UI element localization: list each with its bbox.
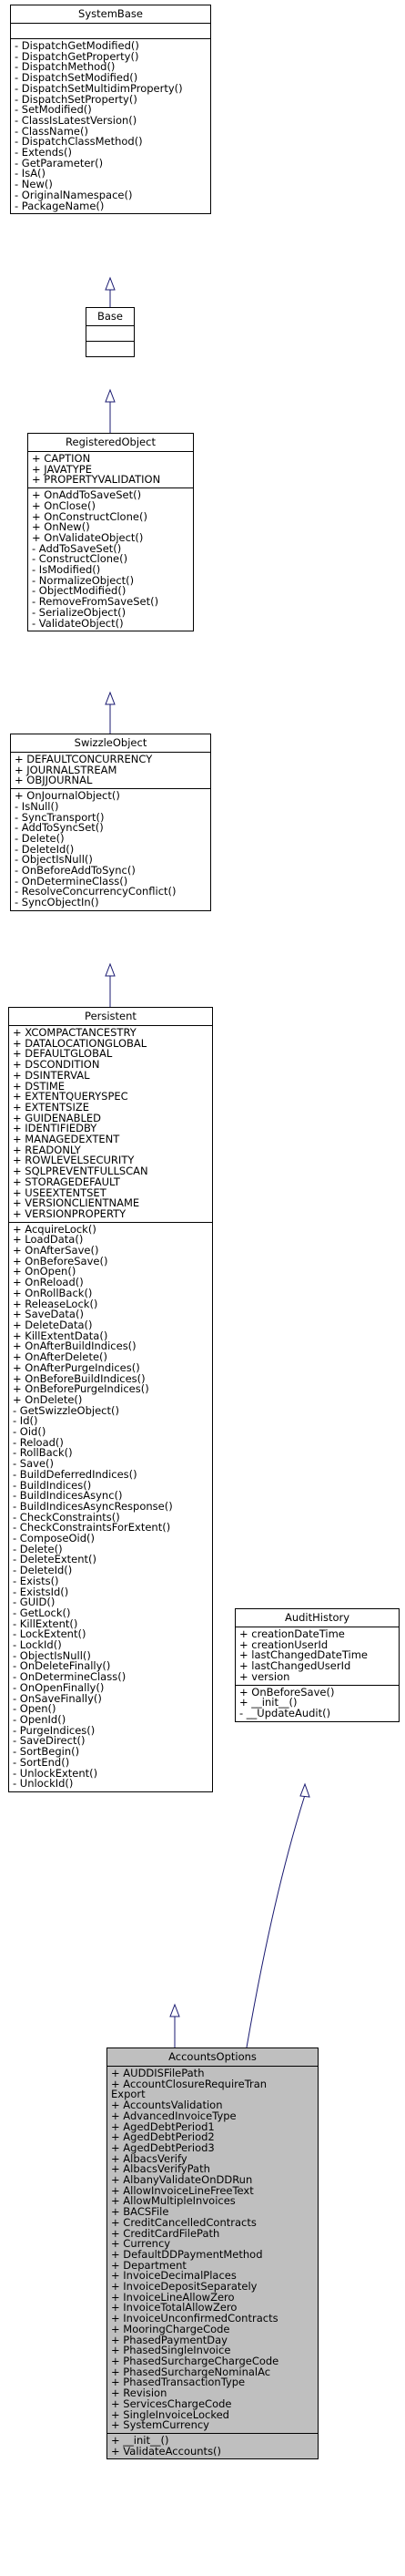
arrowhead-swizzleobject — [106, 964, 115, 976]
class-audithistory[interactable] — [235, 1608, 400, 1722]
attribute-item: + AdvancedInvoiceType — [111, 2109, 237, 2122]
attribute-item: + AgedDebtPeriod3 — [111, 2140, 215, 2154]
attribute-item: + lastChangedUserId — [239, 1659, 351, 1673]
method-item: - CheckConstraintsForExtent() — [13, 1521, 171, 1534]
method-item: + ReleaseLock() — [13, 1297, 98, 1310]
attribute-item: + lastChangedDateTime — [239, 1648, 368, 1662]
method-item: - BuildIndicesAsyncResponse() — [13, 1499, 173, 1513]
attribute-item: Export — [111, 2088, 146, 2101]
attribute-item: + ROWLEVELSECURITY — [13, 1154, 135, 1167]
methods-section — [86, 342, 134, 356]
method-item: - ClassName() — [15, 124, 88, 138]
method-item: + DeleteData() — [13, 1318, 93, 1331]
method-item: - ExistsId() — [13, 1585, 69, 1598]
attribute-item: + JOURNALSTREAM — [15, 763, 117, 776]
method-item: - OnSaveFinally() — [13, 1691, 102, 1705]
attribute-item: + MANAGEDEXTENT — [13, 1133, 120, 1146]
method-item: - BuildDeferredIndices() — [13, 1467, 137, 1481]
method-item: - SerializeObject() — [32, 605, 127, 619]
method-item: - LockExtent() — [13, 1627, 86, 1641]
attribute-item: + OBJJOURNAL — [15, 774, 93, 787]
class-name: RegisteredObject — [28, 434, 193, 452]
method-item: - DispatchGetProperty() — [15, 49, 139, 63]
attribute-item: + IDENTIFIEDBY — [13, 1122, 97, 1135]
attribute-item: + EXTENTQUERYSPEC — [13, 1090, 128, 1103]
attribute-item: + PhasedPaymentDay — [111, 2333, 228, 2346]
method-item: - UnlockExtent() — [13, 1766, 98, 1780]
method-item: - DeleteExtent() — [13, 1553, 97, 1566]
attribute-item: + DSINTERVAL — [13, 1068, 90, 1082]
methods-section — [236, 1686, 399, 1721]
attribute-item: + AlbacsVerifyPath — [111, 2162, 210, 2176]
method-item: + OnAfterPurgeIndices() — [13, 1360, 140, 1374]
method-item: - GetLock() — [13, 1606, 71, 1619]
method-item: - DispatchMethod() — [15, 60, 116, 74]
attributes-section — [11, 24, 210, 39]
methods-section — [11, 39, 210, 213]
attribute-item: + SystemCurrency — [111, 2418, 209, 2432]
attribute-item: + USEEXTENTSET — [13, 1185, 106, 1199]
method-item: - SortEnd() — [13, 1755, 70, 1769]
attribute-item: + VERSIONCLIENTNAME — [13, 1196, 140, 1210]
method-item: - __UpdateAudit() — [239, 1706, 331, 1719]
method-item: + OnConstructClone() — [32, 509, 147, 523]
class-name: Base — [86, 308, 134, 326]
method-item: - SetModified() — [15, 103, 92, 117]
method-item: - Extends() — [15, 146, 73, 159]
attribute-item: + DATALOCATIONGLOBAL — [13, 1036, 147, 1050]
method-item: - DispatchSetModified() — [15, 71, 138, 85]
method-item: - ValidateObject() — [32, 616, 124, 630]
method-item: + AcquireLock() — [13, 1222, 96, 1236]
attribute-item: + InvoiceTotalAllowZero — [111, 2301, 238, 2314]
method-item: - OnDeleteFinally() — [13, 1659, 111, 1673]
class-name: Persistent — [9, 1008, 212, 1026]
attributes-section — [28, 452, 193, 488]
method-item: - ObjectIsNull() — [15, 853, 93, 867]
arrowhead-audithistory — [300, 1784, 309, 1797]
arrowhead-registeredobject — [106, 693, 115, 704]
attribute-item: + GUIDENABLED — [13, 1111, 102, 1124]
method-item: - OriginalNamespace() — [15, 188, 133, 201]
edge-accountsoptions-to-audithistory — [247, 1795, 305, 2047]
method-item: - Delete() — [13, 1542, 63, 1555]
method-item: - ConstructClone() — [32, 552, 128, 566]
method-item: - ResolveConcurrencyConflict() — [15, 885, 177, 898]
method-item: + OnReload() — [13, 1276, 84, 1289]
method-item: + OnJournalObject() — [15, 789, 120, 803]
method-item: - KillExtent() — [13, 1616, 78, 1630]
method-item: + OnAfterDelete() — [13, 1350, 108, 1364]
attribute-item: + InvoiceUnconfirmedContracts — [111, 2312, 278, 2325]
method-item: + LoadData() — [13, 1233, 84, 1247]
method-item: - IsModified() — [32, 563, 101, 577]
method-item: - IsNull() — [15, 799, 59, 813]
methods-section — [28, 488, 193, 631]
attribute-item: + Department — [111, 2258, 187, 2272]
attribute-item: + AUDDISFilePath — [111, 2067, 205, 2079]
method-item: - IsA() — [15, 167, 46, 180]
attribute-item: + AgedDebtPeriod2 — [111, 2130, 215, 2144]
method-item: - DispatchSetProperty() — [15, 92, 137, 106]
attribute-item: + VERSIONPROPERTY — [13, 1206, 127, 1220]
attribute-item: + CreditCancelledContracts — [111, 2215, 257, 2229]
method-item: + OnAddToSaveSet() — [32, 488, 142, 502]
attribute-item: + AllowMultipleInvoices — [111, 2194, 236, 2208]
method-item: - OnBeforeAddToSync() — [15, 864, 136, 877]
method-item: - DeleteId() — [13, 1564, 73, 1577]
method-item: - Open() — [13, 1702, 56, 1716]
method-item: - SyncObjectIn() — [15, 896, 99, 909]
method-item: - OnDetermineClass() — [15, 874, 128, 888]
attribute-item: + DEFAULTCONCURRENCY — [15, 753, 153, 765]
class-registeredobject[interactable] — [27, 433, 194, 631]
method-item: - Reload() — [13, 1435, 64, 1449]
method-item: - AddToSaveSet() — [32, 541, 122, 555]
class-name: SwizzleObject — [11, 734, 210, 753]
method-item: - GetParameter() — [15, 156, 104, 169]
class-swizzleobject[interactable] — [10, 734, 211, 911]
method-item: - DeleteId() — [15, 842, 75, 856]
method-item: - Id() — [13, 1414, 38, 1428]
method-item: + OnBeforePurgeIndices() — [13, 1382, 149, 1396]
method-item: + OnAfterBuildIndices() — [13, 1339, 137, 1353]
method-item: - OnOpenFinally() — [13, 1680, 105, 1694]
attribute-item: + MooringChargeCode — [111, 2322, 230, 2335]
attribute-item: + InvoiceLineAllowZero — [111, 2290, 235, 2304]
attributes-section — [107, 2067, 318, 2434]
method-item: - RollBack() — [13, 1446, 73, 1460]
method-item: - DispatchSetMultidimProperty() — [15, 81, 183, 95]
class-base[interactable] — [86, 307, 135, 357]
class-persistent[interactable] — [8, 1007, 213, 1792]
method-item: - PurgeIndices() — [13, 1723, 96, 1737]
method-item: - AddToSyncSet() — [15, 821, 104, 835]
attribute-item: + XCOMPACTANCESTRY — [13, 1026, 137, 1039]
arrowhead-base — [106, 390, 115, 402]
class-name: SystemBase — [11, 5, 210, 24]
attributes-section — [11, 753, 210, 789]
method-item: - ComposeOid() — [13, 1532, 95, 1545]
attribute-item: + InvoiceDecimalPlaces — [111, 2269, 237, 2283]
attribute-item: + AlbanyValidateOnDDRun — [111, 2173, 253, 2187]
class-name: AccountsOptions — [107, 2048, 318, 2067]
method-item: + OnNew() — [32, 520, 90, 534]
method-item: + OnOpen() — [13, 1265, 76, 1278]
method-item: - GetSwizzleObject() — [13, 1403, 119, 1417]
attribute-item: + AlbacsVerify — [111, 2151, 187, 2165]
class-accountsoptions[interactable] — [106, 2047, 319, 2459]
method-item: - LockId() — [13, 1638, 62, 1652]
attribute-item: + InvoiceDepositSeparately — [111, 2280, 258, 2294]
attribute-item: + PROPERTYVALIDATION — [32, 473, 161, 487]
methods-section — [107, 2434, 318, 2458]
method-item: - ObjectIsNull() — [13, 1648, 91, 1662]
method-item: + OnDelete() — [13, 1392, 83, 1406]
method-item: - OpenId() — [13, 1713, 66, 1726]
attributes-section — [86, 326, 134, 342]
attribute-item: + AgedDebtPeriod1 — [111, 2119, 215, 2133]
attribute-item: + BACSFile — [111, 2205, 169, 2219]
method-item: + OnRollBack() — [13, 1286, 93, 1299]
method-item: + OnBeforeBuildIndices() — [13, 1371, 146, 1385]
method-item: - SaveDirect() — [13, 1734, 86, 1748]
method-item: - DispatchClassMethod() — [15, 135, 143, 149]
attribute-item: + creationUserId — [239, 1637, 329, 1651]
method-item: - ClassIsLatestVersion() — [15, 113, 137, 127]
attribute-item: + PhasedSurchargeChargeCode — [111, 2354, 279, 2367]
method-item: - NormalizeObject() — [32, 573, 135, 587]
method-item: - UnlockId() — [13, 1777, 74, 1791]
attribute-item: + PhasedSingleInvoice — [111, 2344, 231, 2357]
attribute-item: + EXTENTSIZE — [13, 1100, 89, 1114]
attribute-item: + creationDateTime — [239, 1627, 345, 1640]
attribute-item: + AccountClosureRequireTran — [111, 2077, 268, 2090]
method-item: - CheckConstraints() — [13, 1510, 120, 1524]
method-item: + OnBeforeSave() — [13, 1254, 108, 1267]
method-item: + SaveData() — [13, 1308, 84, 1321]
method-item: - GUID() — [13, 1596, 56, 1609]
method-item: - SortBegin() — [13, 1745, 80, 1759]
attribute-item: + AccountsValidation — [111, 2099, 223, 2112]
method-item: - PackageName() — [15, 199, 105, 212]
method-item: + __init__() — [111, 2433, 169, 2447]
methods-section — [11, 789, 210, 910]
attribute-item: + version — [239, 1669, 290, 1683]
method-item: - BuildIndices() — [13, 1478, 92, 1492]
method-item: + KillExtentData() — [13, 1329, 108, 1342]
method-item: - New() — [15, 178, 53, 191]
attribute-item: + DSTIME — [13, 1079, 66, 1093]
attribute-item: + CreditCardFilePath — [111, 2226, 220, 2240]
attribute-item: + PhasedTransactionType — [111, 2376, 246, 2389]
method-item: - DispatchGetModified() — [15, 39, 139, 52]
class-systembase[interactable] — [10, 5, 211, 214]
attribute-item: + AllowInvoiceLineFreeText — [111, 2183, 254, 2197]
method-item: - BuildIndicesAsync() — [13, 1489, 123, 1503]
attribute-item: + SQLPREVENTFULLSCAN — [13, 1165, 148, 1178]
method-item: + OnAfterSave() — [13, 1244, 99, 1257]
attribute-item: + DSCONDITION — [13, 1058, 100, 1072]
attribute-item: + Currency — [111, 2237, 171, 2251]
attribute-item: + Revision — [111, 2386, 167, 2400]
attribute-item: + SingleInvoiceLocked — [111, 2407, 229, 2421]
method-item: - Exists() — [13, 1574, 59, 1587]
arrowhead-persistent — [170, 2005, 179, 2017]
method-item: - Delete() — [15, 831, 65, 845]
method-item: + OnClose() — [32, 498, 96, 512]
methods-section — [9, 1223, 212, 1791]
method-item: + OnBeforeSave() — [239, 1685, 335, 1699]
attribute-item: + ServicesChargeCode — [111, 2396, 232, 2410]
attribute-item: + DefaultDDPaymentMethod — [111, 2247, 263, 2261]
attributes-section — [236, 1627, 399, 1686]
method-item: - ObjectModified() — [32, 584, 127, 598]
method-item: + __init__() — [239, 1696, 298, 1709]
attribute-item: + STORAGEDEFAULT — [13, 1175, 120, 1188]
method-item: - Save() — [13, 1457, 55, 1471]
attribute-item: + CAPTION — [32, 452, 91, 465]
arrowhead-systembase — [106, 278, 115, 290]
method-item: - RemoveFromSaveSet() — [32, 595, 159, 609]
method-item: + ValidateAccounts() — [111, 2444, 222, 2458]
method-item: + OnValidateObject() — [32, 530, 144, 544]
method-item: - Oid() — [13, 1425, 46, 1439]
attribute-item: + JAVATYPE — [32, 462, 92, 476]
attribute-item: + PhasedSurchargeNominalAc — [111, 2365, 271, 2378]
method-item: - OnDetermineClass() — [13, 1670, 127, 1684]
attributes-section — [9, 1026, 212, 1223]
attribute-item: + READONLY — [13, 1143, 81, 1156]
class-name: AuditHistory — [236, 1609, 399, 1627]
method-item: - SyncTransport() — [15, 810, 105, 824]
attribute-item: + DEFAULTGLOBAL — [13, 1047, 113, 1061]
